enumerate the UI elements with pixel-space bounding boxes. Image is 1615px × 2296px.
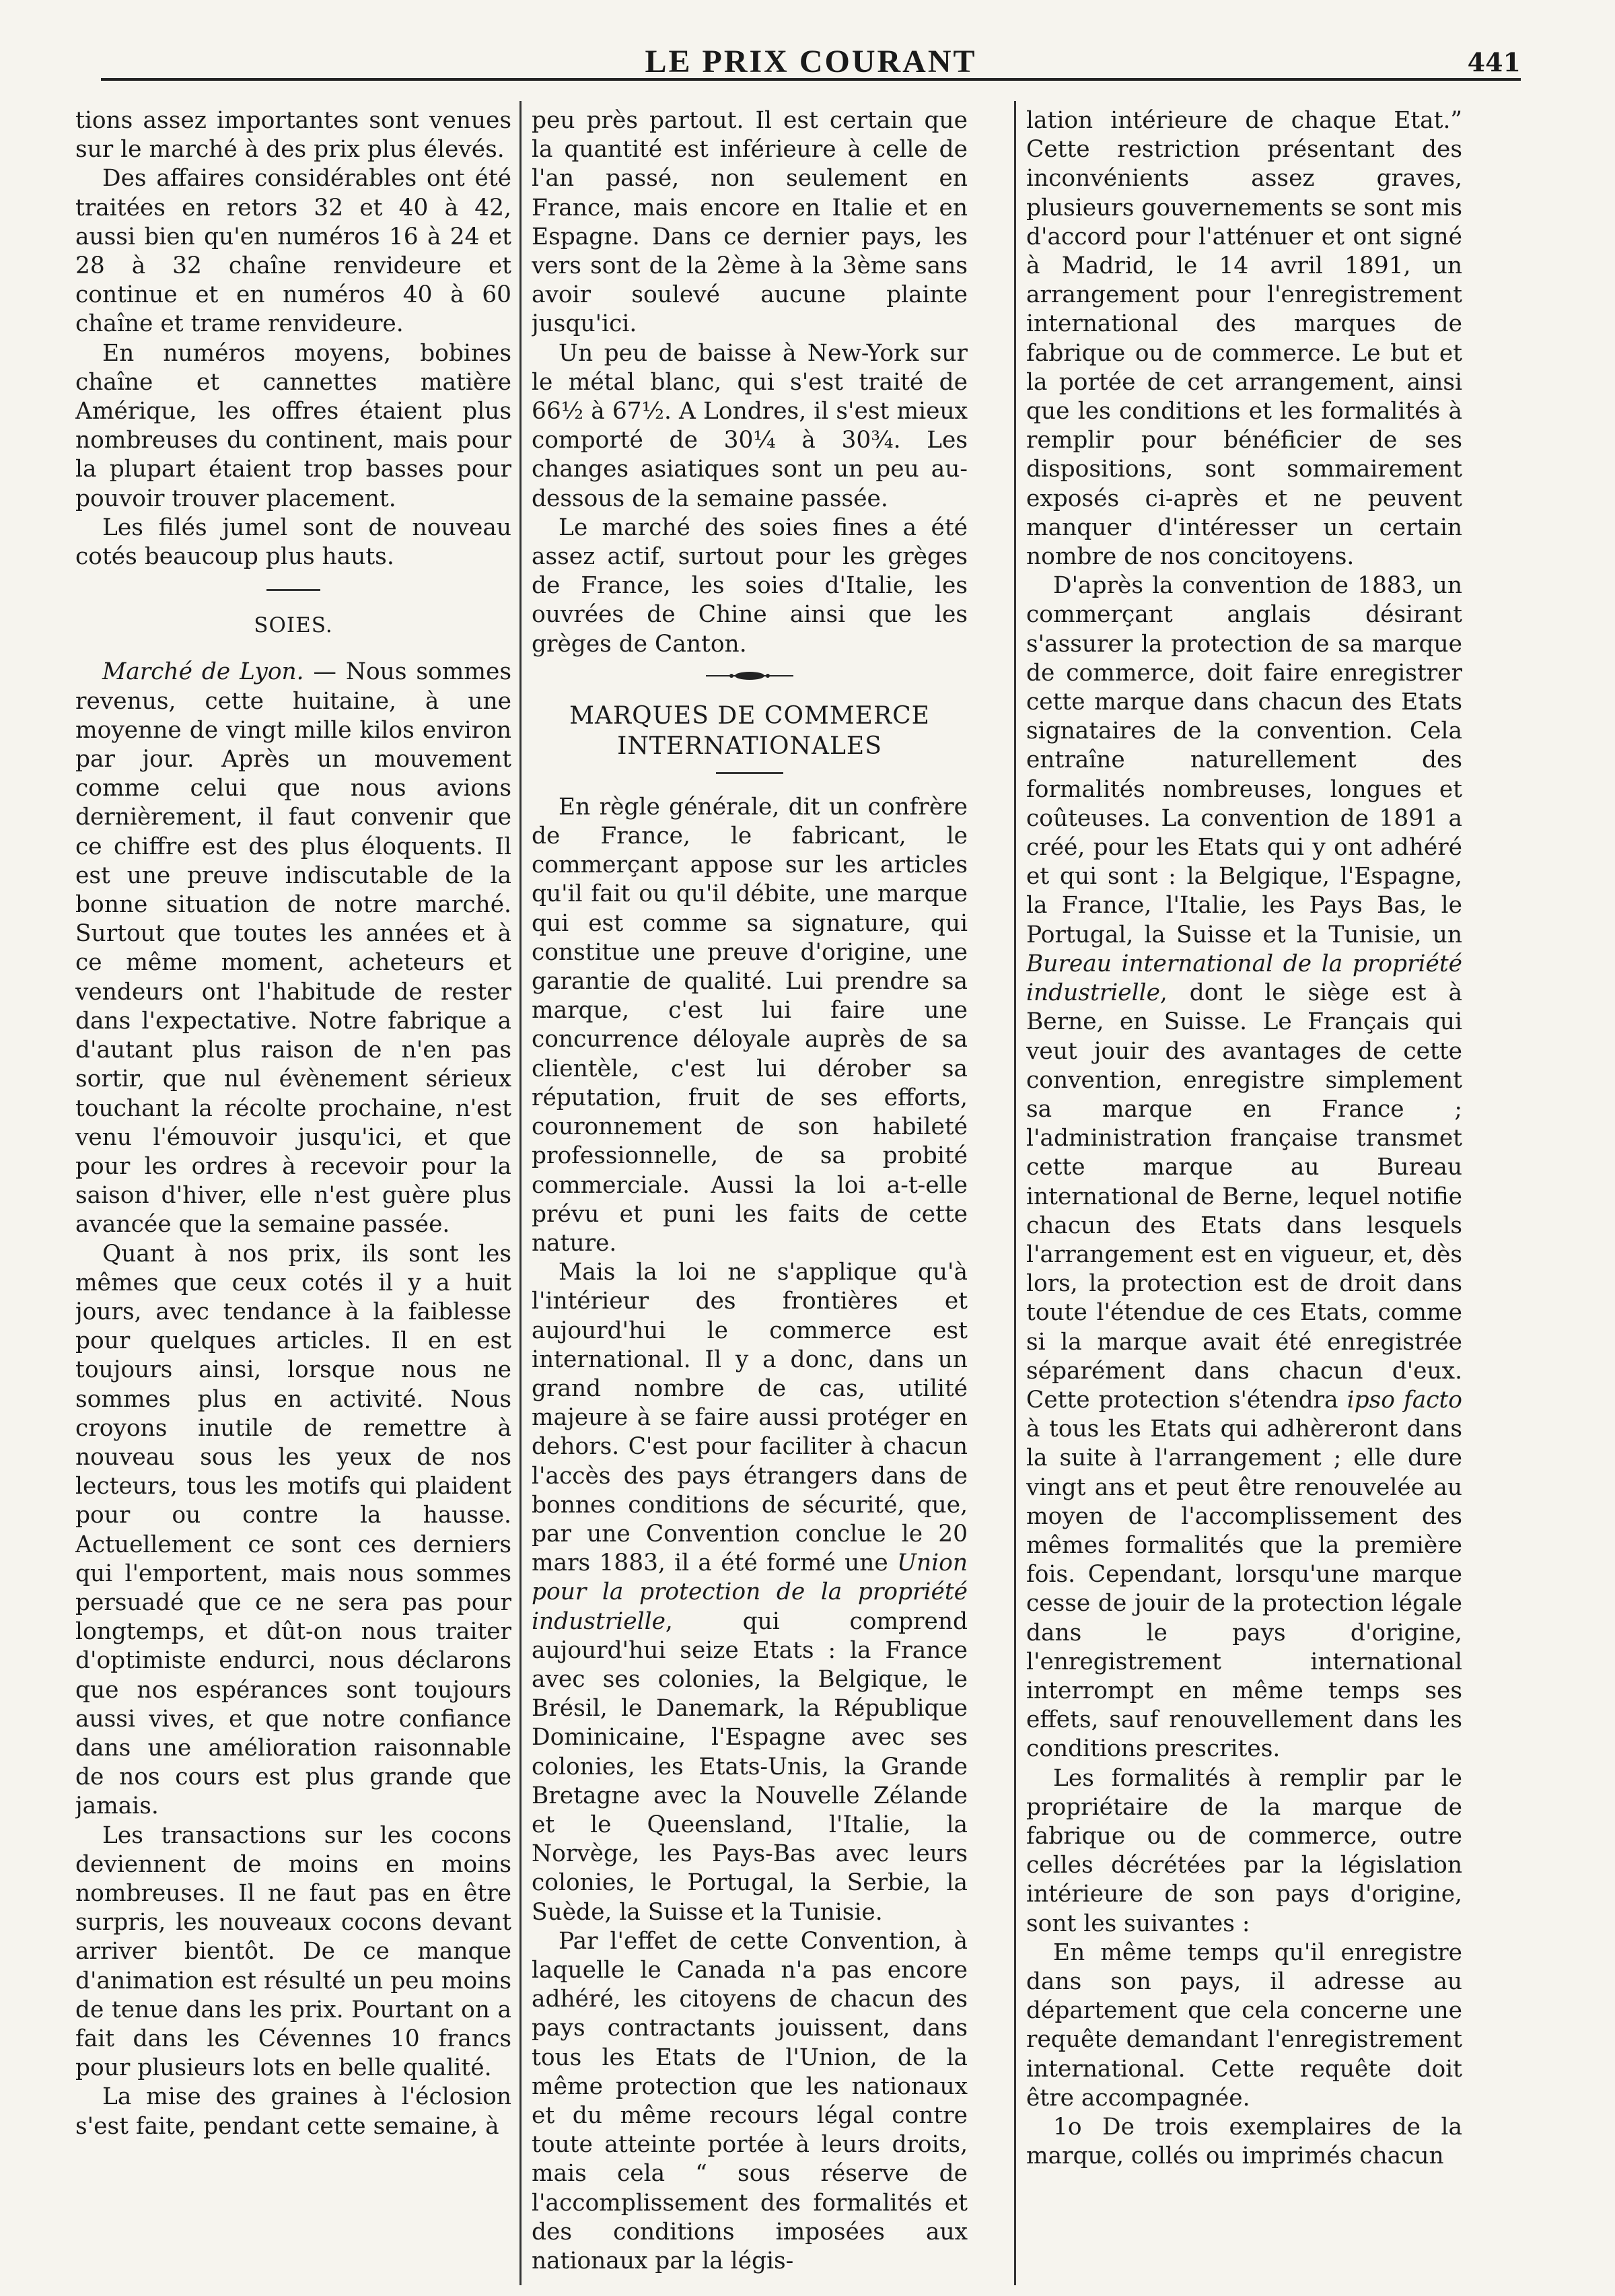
paragraph: Les formalités à remplir par le propriétaire de la marque de fabrique ou de commerce, outre celles décrétées par la législation intérieure de son pays d'origine, sont les suivantes : bbox=[1026, 1764, 1462, 1937]
paragraph: Les transactions sur les cocons deviennent de moins en moins nombreuses. Il ne faut pas en être surpris, les nouveaux cocons devant arriver bientôt. De ce manque d'animation est résulté un peu moins de tenue dans les prix. Pourtant on a fait dans les Cévennes 10 francs pour plusieurs lots en belle qualité. bbox=[75, 1821, 511, 2082]
paragraph: La mise des graines à l'éclosion s'est faite, pendant cette semaine, à bbox=[75, 2083, 511, 2140]
paragraph: En règle générale, dit un confrère de France, le fabricant, le commerçant appose sur les articles qu'il fait ou qu'il débite, une marque qui est comme sa signature, qui constitue une preuve d'origine, une garantie de qualité. Lui prendre sa marque, c'est lui faire une concurrence déloyale auprès de sa clientèle, c'est lui dérober sa réputation, fruit de ses efforts, couronnement de son habileté professionnelle, de sa probité commerciale. Aussi la loi a-t-elle prévu et puni les faits de cette nature. bbox=[532, 793, 968, 1257]
paragraph: Par l'effet de cette Convention, à laquelle le Canada n'a pas encore adhéré, les citoyens de chacun des pays contractants jouissent, dans tous les Etats de l'Union, de la même protection que les nationaux et du même recours légal contre toute atteinte portée à leurs droits, mais cela “ sous réserve de l'accomplissement des formalités et des conditions imposées aux nationaux par la légis- bbox=[532, 1927, 968, 2274]
article-heading: MARQUES DE COMMERCE INTERNATIONALES bbox=[569, 701, 930, 760]
paragraph-lead: Marché de Lyon. bbox=[102, 658, 304, 686]
paragraph bbox=[532, 1258, 968, 1927]
italic-phrase: ipso facto bbox=[1347, 1386, 1462, 1414]
ornament-icon bbox=[706, 671, 793, 681]
paragraph: peu près partout. Il est certain que la quantité est inférieure à celle de l'an passé, non seulement en France, mais encore en Italie et en Espagne. Dans ce dernier pays, les vers sont de la 2ème à la 3ème sans avoir soulevé aucune plainte jusqu'ici. bbox=[532, 107, 968, 338]
paragraph: tions assez importantes sont venues sur le marché à des prix plus élevés. bbox=[75, 107, 511, 164]
paragraph-text: Mais la loi ne s'applique qu'à l'intérieur des frontières et aujourd'hui le commerce est international. Il y a donc, dans un grand nombre de cas, utilité majeure à se faire aussi protéger en dehors. C'est pour faciliter à chacun l'accès des pays étrangers dans de bonnes conditions de sécurité, que, par une Convention conclue le 20 mars 1883, il a été formé une bbox=[532, 1259, 968, 1577]
paragraph: Quant à nos prix, ils sont les mêmes que ceux cotés il y a huit jours, avec tendance à la faiblesse pour quelques articles. Il en est toujours ainsi, lorsque nous ne sommes plus en activité. Nous croyons inutile de remettre à nouveau sous les yeux de nos lecteurs, tous les motifs qui plaident pour ou contre la hausse. Actuellement ce sont ces derniers qui l'emportent, mais nous sommes persuadé que ce ne sera pas pour longtemps, et dût-on nous traiter d'optimiste endurci, nous déclarons que nos espérances sont toujours aussi vives, et que notre confiance dans une amélioration raisonnable de nos cours est plus grande que jamais. bbox=[75, 1240, 511, 1820]
paragraph: Le marché des soies fines a été assez actif, surtout pour les grèges de France, les soies d'Italie, les ouvrées de Chine ainsi que les grèges de Canton. bbox=[532, 514, 968, 658]
paragraph: 1o De trois exemplaires de la marque, collés ou imprimés chacun bbox=[1026, 2114, 1462, 2170]
section-title-soies: SOIES. bbox=[254, 613, 333, 638]
page-number: 441 bbox=[1467, 47, 1521, 77]
paragraph: Les filés jumel sont de nouveau cotés beaucoup plus hauts. bbox=[75, 514, 511, 571]
paragraph-text: , qui comprend aujourd'hui seize Etats : la France avec ses colonies, la Belgique, le Brésil, le Danemark, la République Dominicaine, l'Espagne avec ses colonies, les Etats-Unis, la Grande Bretagne avec la Nouvelle Zélande et le Queensland, l'Italie, la Norvège, les Pays-Bas avec leurs colonies, le Portugal, la Serbie, la Suède, la Suisse et la Tunisie. bbox=[532, 1607, 968, 1926]
column-2 bbox=[532, 106, 968, 2274]
column-3 bbox=[1026, 106, 1462, 2274]
newspaper-title: LE PRIX COURANT bbox=[645, 44, 977, 79]
paragraph-text: à tous les Etats qui adhèreront dans la suite à l'arrangement ; elle dure vingt ans et peut être renouvelée au moyen de l'accomplissement des mêmes formalités que la première fois. Cependant, lorsqu'une marque cesse de jouir de la protection légale dans le pays d'origine, l'enregistrement international interrompt en même temps ses effets, sauf renouvellement dans les conditions prescrites. bbox=[1026, 1416, 1462, 1763]
italic-phrase: Union pour la protection de la propriété industrielle bbox=[532, 1550, 968, 1635]
paragraph: En même temps qu'il enregistre dans son pays, il adresse au département que cela concerne une requête demandant l'enregistrement international. Cette requête doit être accompagnée. bbox=[1026, 1939, 1462, 2112]
paragraph: En numéros moyens, bobines chaîne et cannettes matière Amérique, les offres étaient plus nombreuses du continent, mais pour la plupart étaient trop basses pour pouvoir trouver placement. bbox=[75, 339, 511, 512]
heading-divider bbox=[716, 772, 783, 774]
paragraph: Un peu de baisse à New-York sur le métal blanc, qui s'est traité de 66½ à 67½. A Londres, il s'est mieux comporté de 30¼ à 30¾. Les changes asiatiques sont un peu au-dessous de la semaine passée. bbox=[532, 339, 968, 512]
italic-phrase: Bureau international de la propriété industrielle bbox=[1026, 950, 1462, 1007]
column-1 bbox=[75, 106, 511, 2274]
paragraph bbox=[1026, 571, 1462, 1764]
ornament-divider bbox=[532, 667, 968, 683]
paragraph-text: , dont le siège est à Berne, en Suisse. Le Français qui veut jouir des avantages de cette convention, enregistre simplement sa marque en France ; l'administration française transmet cette marque au Bureau international de Berne, lequel notifie chacun des Etats dans lesquels l'arrangement est en vigueur, et, dès lors, la protection est de droit dans toute l'étendue de ces Etats, comme si la marque avait été enregistrée séparément dans chacun d'eux. Cette protection s'étendra bbox=[1026, 979, 1462, 1414]
paragraph: lation intérieure de chaque Etat.” Cette restriction présentant des inconvénients assez graves, plusieurs gouvernements se sont mis d'accord pour l'atténuer et ont signé à Madrid, le 14 avril 1891, un arrangement pour l'enregistrement international des marques de fabrique ou de commerce. Le but et la portée de cet arrangement, ainsi que les conditions et les formalités à remplir pour bénéficier de ses dispositions, sont sommairement exposés ci-après et ne peuvent manquer d'intéresser un certain nombre de nos concitoyens. bbox=[1026, 107, 1462, 571]
column-rule-right bbox=[1014, 101, 1016, 2285]
column-rule-left bbox=[519, 101, 522, 2285]
paragraph-text: — Nous sommes revenus, cette huitaine, à une moyenne de vingt mille kilos environ par jour. Après un mouvement comme celui que nous avions dernièrement, il faut convenir que ce chiffre est des plus éloquents. Il est une preuve indiscutable de la bonne situation de notre marché. Surtout que toutes les années et à ce même moment, acheteurs et vendeurs ont l'habitude de rester dans l'expectative. Notre fabrique a d'autant plus raison de n'en pas sortir, que nul évènement sérieux touchant la récolte prochaine, n'est venu l'émouvoir jusqu'ici, et que pour les ordres à recevoir pour la saison d'hiver, elle n'est guère plus avancée que la semaine passée. bbox=[75, 658, 511, 1239]
paragraph bbox=[75, 658, 511, 1239]
paragraph: Des affaires considérables ont été traitées en retors 32 et 40 à 42, aussi bien qu'en numéros 16 à 24 et 28 à 32 chaîne renvideure et continue et en numéros 40 à 60 chaîne et trame renvideure. bbox=[75, 165, 511, 338]
section-divider bbox=[266, 589, 320, 591]
page-header bbox=[101, 40, 1521, 81]
paragraph-text: D'après la convention de 1883, un commerçant anglais désirant s'assurer la protection de sa marque de commerce, doit faire enregistrer cette marque dans chacun des Etats signataires de la convention. Cela entraîne naturellement des formalités nombreuses, longues et coûteuses. La convention de 1891 a créé, pour les Etats qui y ont adhéré et qui sont : la Belgique, l'Espagne, la France, l'Italie, les Pays Bas, le Portugal, la Suisse et la Tunisie, un bbox=[1026, 572, 1462, 948]
